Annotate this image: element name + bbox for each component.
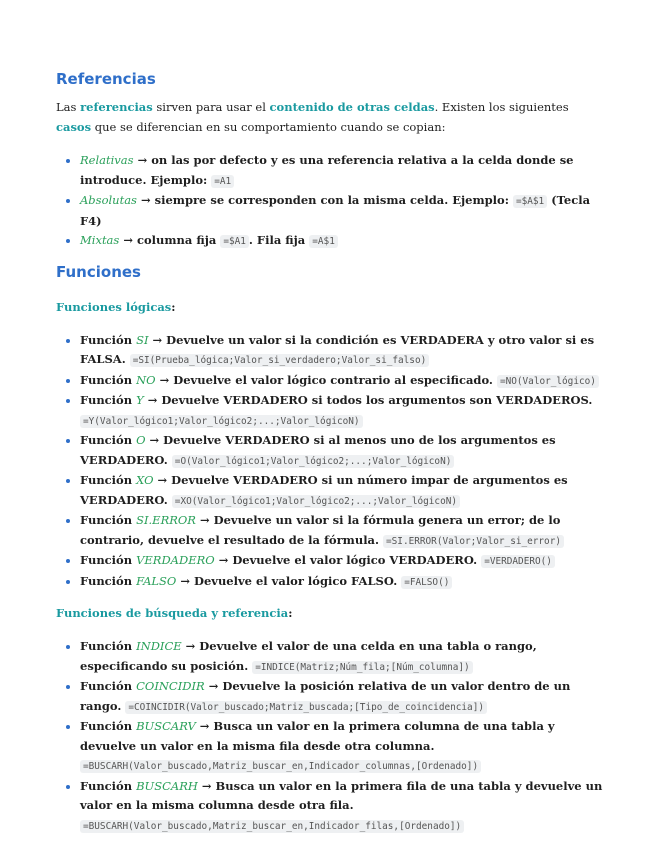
code-snippet: =Y(Valor_lógico1;Valor_lógico2;...;Valor_lógicoN) — [80, 415, 363, 428]
code-snippet: =FALSO() — [401, 576, 452, 589]
function-name: INDICE — [136, 639, 182, 653]
intro-text-2: sirven para usar el — [152, 100, 270, 114]
code-snippet: =$A$1 — [513, 195, 547, 208]
function-name: SI — [136, 332, 149, 347]
code-snippet: =O(Valor_lógico1;Valor_lógico2;...;Valor_lógicoN) — [172, 455, 455, 468]
function-name: Y — [136, 393, 144, 407]
code-snippet: =SI.ERROR(Valor;Valor_si_error) — [383, 535, 564, 548]
function-name: SI.ERROR — [136, 513, 196, 527]
function-name: O — [136, 433, 146, 447]
intro-text-4: que se diferencian en su comportamiento cuando se copian: — [91, 119, 446, 134]
list-item: Función INDICE → Devuelve el valor de una celda en una tabla o rango, especificando su posición. =INDICE(Matriz;Núm_fila;[Núm_columna]) — [80, 637, 603, 677]
intro-text-3: . Existen los siguientes — [434, 100, 569, 114]
function-name: VERDADERO — [136, 553, 215, 567]
code-snippet: =A1 — [211, 175, 234, 188]
ref-term: Absolutas — [80, 193, 137, 207]
code-snippet: =INDICE(Matriz;Núm_fila;[Núm_columna]) — [252, 661, 472, 674]
function-name: BUSCARV — [136, 719, 196, 733]
list-item: Función VERDADERO → Devuelve el valor lógico VERDADERO. =VERDADERO() — [80, 551, 603, 572]
code-snippet: =NO(Valor_lógico) — [497, 375, 599, 388]
code-snippet: =BUSCARH(Valor_buscado,Matriz_buscar_en,Indicador_columnas,[Ordenado]) — [80, 760, 481, 773]
funciones-busqueda-list — [56, 637, 603, 836]
code-snippet: =XO(Valor_lógico1;Valor_lógico2;...;Valor_lógicoN) — [172, 495, 460, 508]
function-name: NO — [136, 372, 156, 387]
code-snippet: =VERDADERO() — [481, 555, 555, 568]
ref-term: Mixtas — [80, 233, 120, 247]
keyword-casos: casos — [56, 119, 92, 134]
function-name: XO — [136, 473, 154, 487]
list-item: Función SI.ERROR → Devuelve un valor si la fórmula genera un error; de lo contrario, devuelve el resultado de la fórmula. =SI.ERROR(Valor;Valor_si_error) — [80, 511, 603, 551]
list-item: Función SI → Devuelve un valor si la condición es VERDADERA y otro valor si es FALSA. =SI(Prueba_lógica;Valor_si_verdadero;Valor_si_falso) — [80, 331, 603, 371]
list-item: Función Y → Devuelve VERDADERO si todos los argumentos son VERDADEROS. =Y(Valor_lógico1;Valor_lógico2;...;Valor_lógicoN) — [80, 391, 603, 431]
code-snippet: =A$1 — [309, 235, 338, 248]
list-item: Función COINCIDIR → Devuelve la posición relativa de un valor dentro de un rango. =COINCIDIR(Valor_buscado;Matriz_buscada;[Tipo_de_coincidencia]) — [80, 677, 603, 717]
list-item: Mixtas → columna fija =$A1 . Fila fija =A$1 — [80, 231, 603, 252]
intro-text-1: Las — [56, 100, 81, 114]
list-item: Función BUSCARV → Busca un valor en la primera columna de una tabla y devuelve un valor en la misma fila desde otra columna. =BUSCARH(Valor_buscado,Matriz_buscar_en,Indicador_columnas,[Ordenado]) — [80, 717, 603, 777]
keyword-referencias: referencias — [80, 100, 153, 114]
keyword-contenido: contenido de otras celdas — [269, 100, 435, 114]
function-name: BUSCARH — [136, 778, 198, 793]
list-item: Función O → Devuelve VERDADERO si al menos uno de los argumentos es VERDADERO. =O(Valor_lógico1;Valor_lógico2;...;Valor_lógicoN) — [80, 431, 603, 471]
referencias-intro — [56, 98, 603, 137]
list-item: Función NO → Devuelve el valor lógico contrario al especificado. =NO(Valor_lógico) — [80, 371, 603, 392]
code-snippet: =COINCIDIR(Valor_buscado;Matriz_buscada;[Tipo_de_coincidencia]) — [125, 701, 487, 714]
funciones-logicas-list — [56, 331, 603, 593]
list-item: Relativas → on las por defecto y es una referencia relativa a la celda donde se introduce. Ejemplo: =A1 — [80, 151, 603, 191]
ref-term: Relativas — [80, 153, 134, 167]
list-item: Función BUSCARH → Busca un valor en la primera fila de una tabla y devuelve un valor en la misma columna desde otra fila. =BUSCARH(Valor_buscado,Matriz_buscar_en,Indicador_filas,[Ordenado]) — [80, 777, 603, 837]
heading-funciones: Funciones — [56, 262, 141, 281]
heading-referencias: Referencias — [56, 70, 156, 88]
subheading-funciones-busqueda: Funciones de búsqueda y referencia: — [56, 606, 293, 620]
code-snippet: =BUSCARH(Valor_buscado,Matriz_buscar_en,Indicador_filas,[Ordenado]) — [80, 820, 464, 833]
list-item: Absolutas → siempre se corresponden con la misma celda. Ejemplo: =$A$1 (Tecla F4) — [80, 191, 603, 231]
subheading-funciones-logicas: Funciones lógicas: — [56, 299, 176, 314]
referencias-list — [56, 151, 603, 252]
code-snippet: =SI(Prueba_lógica;Valor_si_verdadero;Valor_si_falso) — [130, 354, 430, 367]
list-item: Función XO → Devuelve VERDADERO si un número impar de argumentos es VERDADERO. =XO(Valor_lógico1;Valor_lógico2;...;Valor_lógicoN) — [80, 471, 603, 511]
function-name: COINCIDIR — [136, 679, 205, 693]
list-item: Función FALSO → Devuelve el valor lógico FALSO. =FALSO() — [80, 572, 603, 593]
code-snippet: =$A1 — [220, 235, 249, 248]
function-name: FALSO — [136, 573, 177, 588]
